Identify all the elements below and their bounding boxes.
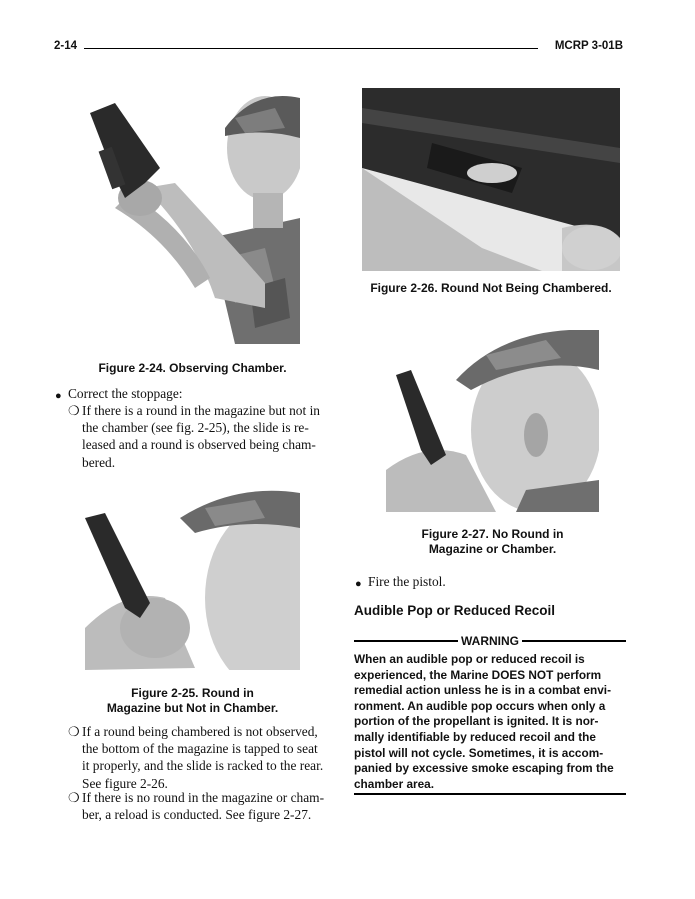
warning-label: WARNING bbox=[458, 634, 522, 648]
caption-line: Magazine but Not in Chamber. bbox=[106, 701, 279, 715]
sub-bullet-symbol: ❍ bbox=[68, 724, 80, 739]
bullet-fire-pistol: Fire the pistol. bbox=[368, 574, 446, 589]
header-rule bbox=[84, 48, 538, 49]
text-line: If a round being chambered is not observed, bbox=[82, 724, 318, 739]
figure-2-24-caption: Figure 2-24. Observing Chamber. bbox=[98, 361, 287, 375]
figure-2-27-photo bbox=[386, 330, 599, 512]
text-line: ber, a reload is conducted. See figure 2-27. bbox=[82, 807, 312, 823]
warning-line: experienced, the Marine DOES NOT perform bbox=[354, 667, 602, 682]
sub-bullet-symbol: ❍ bbox=[68, 790, 80, 805]
caption-line: Figure 2-25. Round in bbox=[131, 686, 254, 700]
figure-2-25-photo bbox=[85, 488, 300, 670]
figure-2-27-caption bbox=[386, 527, 599, 557]
text-line: leased and a round is observed being cham- bbox=[82, 437, 316, 453]
text-line: bered. bbox=[82, 454, 116, 470]
figure-2-26-caption: Figure 2-26. Round Not Being Chambered. bbox=[370, 281, 612, 295]
bullet-symbol: ● bbox=[355, 578, 362, 590]
sub-item-tap-magazine bbox=[82, 723, 332, 792]
warning-line: mally identifiable by reduced recoil and the bbox=[354, 729, 596, 744]
warning-line: pistol will not cycle. Sometimes, it is accom- bbox=[354, 745, 604, 760]
warning-line: panied by excessive smoke escaping from the bbox=[354, 761, 614, 776]
figure-2-26-photo bbox=[362, 88, 620, 271]
warning-line: portion of the propellant is ignited. It is nor- bbox=[354, 714, 599, 729]
caption-line: Magazine or Chamber. bbox=[428, 542, 557, 556]
caption-line: Figure 2-27. No Round in bbox=[421, 527, 564, 541]
text-line: the chamber (see fig. 2-25), the slide is re- bbox=[82, 420, 309, 436]
warning-line: remedial action unless he is in a combat envi- bbox=[354, 683, 611, 698]
warning-bottom-rule bbox=[354, 793, 626, 795]
sub-item-round-in-magazine bbox=[82, 402, 332, 471]
text-line: If there is no round in the magazine or cham- bbox=[82, 790, 325, 805]
figure-2-25-caption bbox=[85, 686, 300, 716]
text-line: If there is a round in the magazine but not in bbox=[82, 403, 320, 418]
figure-2-24-photo bbox=[85, 88, 300, 344]
sub-bullet-symbol: ❍ bbox=[68, 403, 80, 418]
warning-line: When an audible pop or reduced recoil is bbox=[354, 652, 585, 666]
section-subheading: Audible Pop or Reduced Recoil bbox=[354, 603, 556, 618]
sub-item-reload bbox=[82, 789, 332, 823]
text-line: it properly, and the slide is racked to the rear. bbox=[82, 758, 324, 774]
warning-line: ronment. An audible pop occurs when only a bbox=[354, 698, 606, 713]
text-line: See figure 2-26. bbox=[82, 775, 168, 791]
page-number: 2-14 bbox=[54, 40, 78, 52]
warning-header bbox=[354, 632, 626, 650]
bullet-correct-stoppage: Correct the stoppage: bbox=[68, 386, 183, 401]
publication-id: MCRP 3-01B bbox=[554, 40, 623, 52]
warning-line: chamber area. bbox=[354, 776, 435, 791]
text-line: the bottom of the magazine is tapped to seat bbox=[82, 741, 318, 757]
warning-text bbox=[354, 652, 626, 792]
bullet-symbol: ● bbox=[55, 390, 62, 402]
